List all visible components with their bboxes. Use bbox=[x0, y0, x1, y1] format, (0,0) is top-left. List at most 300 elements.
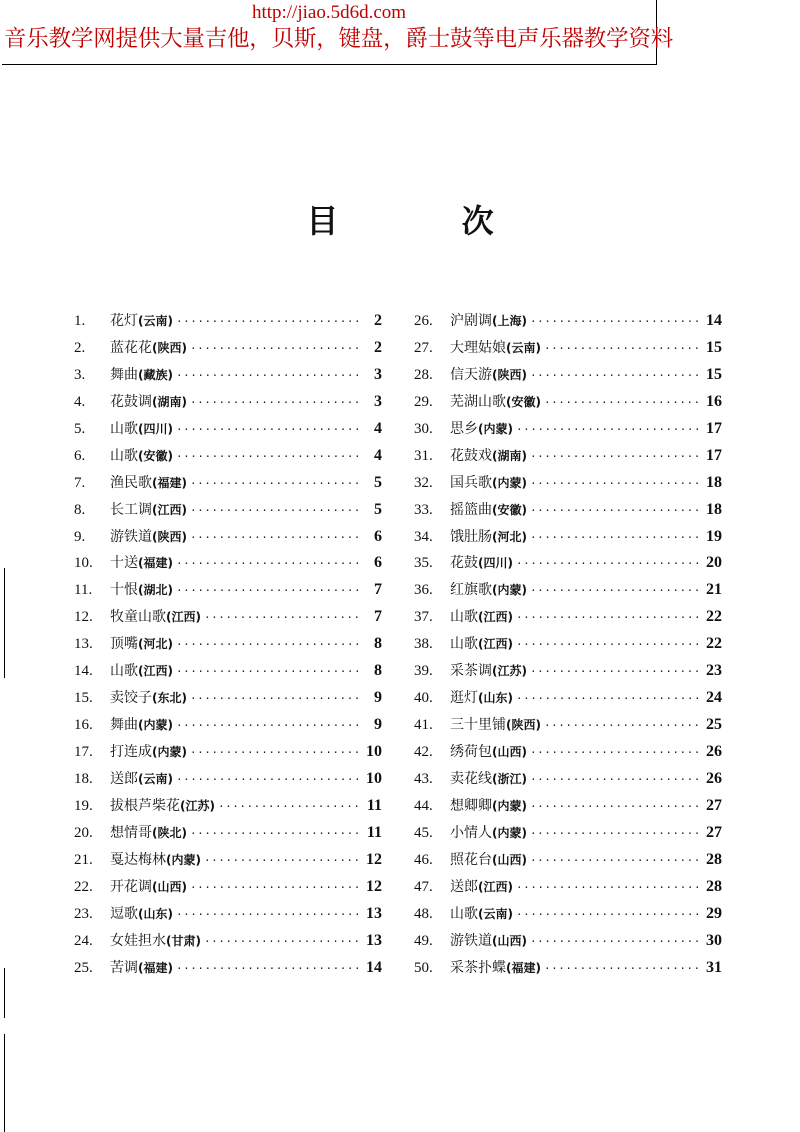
entry-page: 23 bbox=[706, 662, 722, 680]
leader-dots bbox=[176, 659, 361, 686]
entry-page: 16 bbox=[706, 392, 722, 410]
entry-title: 思乡 bbox=[450, 420, 478, 437]
toc-entry bbox=[414, 793, 722, 820]
entry-region: (陕西) bbox=[492, 367, 527, 382]
entry-title: 摇篮曲 bbox=[450, 501, 492, 518]
leader-dots bbox=[530, 821, 701, 848]
entry-title: 芜湖山歌 bbox=[450, 393, 506, 410]
entry-number: 15. bbox=[74, 690, 93, 707]
toc-entry bbox=[414, 955, 722, 982]
entry-region: (江西) bbox=[478, 879, 513, 894]
entry-region: (福建) bbox=[138, 960, 173, 975]
entry-page: 27 bbox=[706, 823, 722, 841]
leader-dots bbox=[516, 417, 701, 444]
entry-title: 想情哥 bbox=[110, 824, 152, 841]
entry-title: 三十里铺 bbox=[450, 717, 506, 734]
entry-title: 开花调 bbox=[110, 878, 152, 895]
leader-dots bbox=[516, 632, 701, 659]
entry-number: 16. bbox=[74, 717, 93, 734]
leader-dots bbox=[176, 902, 361, 929]
entry-title: 绣荷包 bbox=[450, 744, 492, 760]
entry-number: 11. bbox=[74, 582, 93, 599]
watermark-banner bbox=[2, 0, 674, 65]
leader-dots bbox=[516, 605, 701, 632]
entry-region: (云南) bbox=[138, 771, 173, 786]
entry-title: 游铁道 bbox=[450, 932, 492, 949]
entry-number: 24. bbox=[74, 932, 93, 949]
entry-title: 山歌 bbox=[450, 905, 478, 922]
entry-number: 31. bbox=[414, 447, 433, 464]
entry-number: 25. bbox=[74, 959, 93, 976]
entry-region: (内蒙) bbox=[166, 852, 201, 867]
leader-dots bbox=[530, 444, 701, 471]
leader-dots bbox=[530, 525, 701, 552]
entry-page: 15 bbox=[706, 338, 722, 356]
entry-region: (江苏) bbox=[180, 798, 215, 813]
leader-dots bbox=[530, 309, 701, 336]
entry-number: 42. bbox=[414, 744, 433, 760]
entry-page: 8 bbox=[374, 662, 382, 680]
entry-region: (湖南) bbox=[152, 394, 187, 409]
entry-region: (陕西) bbox=[152, 340, 187, 355]
entry-region: (内蒙) bbox=[492, 798, 527, 813]
entry-page: 2 bbox=[374, 312, 382, 329]
entry-page: 12 bbox=[366, 877, 382, 895]
entry-title: 花鼓 bbox=[450, 555, 478, 572]
toc-entry bbox=[74, 874, 382, 901]
toc-entry bbox=[414, 443, 722, 470]
entry-page: 6 bbox=[374, 554, 382, 572]
entry-title: 沪剧调 bbox=[450, 313, 492, 329]
toc-column-left bbox=[74, 308, 382, 981]
leader-dots bbox=[544, 956, 701, 983]
leader-dots bbox=[516, 686, 701, 713]
toc-column-right bbox=[414, 308, 722, 981]
entry-title: 小情人 bbox=[450, 824, 492, 841]
toc-entry bbox=[414, 524, 722, 551]
toc-entry bbox=[74, 901, 382, 928]
entry-number: 44. bbox=[414, 797, 433, 814]
entry-page: 5 bbox=[374, 500, 382, 518]
entry-region: (云南) bbox=[478, 906, 513, 921]
entry-page: 11 bbox=[366, 796, 382, 814]
entry-region: (浙江) bbox=[492, 771, 527, 786]
entry-title: 戛达梅林 bbox=[110, 851, 166, 868]
banner-text: 音乐教学网提供大量吉他，贝斯，键盘，爵士鼓等电声乐器教学资料 bbox=[4, 26, 674, 52]
leader-dots bbox=[190, 821, 361, 848]
leader-dots bbox=[544, 713, 701, 740]
banner-url: http://jiao.5d6d.com bbox=[251, 2, 407, 23]
leader-dots bbox=[176, 309, 361, 336]
entry-page: 26 bbox=[706, 769, 722, 787]
toc-entry bbox=[414, 685, 722, 712]
entry-region: (陕西) bbox=[506, 718, 541, 733]
entry-number: 37. bbox=[414, 609, 433, 626]
leader-dots bbox=[516, 551, 701, 578]
entry-title: 花鼓戏 bbox=[450, 447, 492, 464]
margin-line bbox=[4, 1034, 5, 1132]
leader-dots bbox=[190, 875, 361, 902]
entry-title: 苦调 bbox=[110, 959, 138, 976]
entry-page: 12 bbox=[366, 850, 382, 868]
entry-title: 卖花线 bbox=[450, 770, 492, 787]
entry-number: 49. bbox=[414, 932, 433, 949]
entry-title: 拔根芦柴花 bbox=[110, 797, 180, 814]
entry-page: 21 bbox=[706, 581, 722, 599]
entry-page: 17 bbox=[706, 446, 722, 464]
entry-page: 11 bbox=[366, 823, 382, 841]
leader-dots bbox=[190, 390, 361, 417]
toc-entry bbox=[414, 847, 722, 874]
entry-number: 6. bbox=[74, 447, 86, 464]
toc-entry bbox=[74, 793, 382, 820]
toc-entry bbox=[414, 820, 722, 847]
toc-entry bbox=[414, 874, 722, 901]
entry-page: 6 bbox=[374, 527, 382, 545]
entry-region: (江西) bbox=[166, 610, 201, 625]
entry-number: 18. bbox=[74, 770, 93, 787]
toc-entry bbox=[74, 685, 382, 712]
entry-number: 22. bbox=[74, 878, 93, 895]
entry-region: (湖南) bbox=[492, 448, 527, 463]
leader-dots bbox=[176, 417, 361, 444]
entry-region: (河北) bbox=[492, 529, 527, 544]
entry-number: 8. bbox=[74, 501, 86, 518]
leader-dots bbox=[530, 767, 701, 794]
toc-entry bbox=[414, 550, 722, 577]
toc-entry bbox=[414, 308, 722, 335]
toc-entry bbox=[74, 335, 382, 362]
entry-number: 7. bbox=[74, 474, 86, 491]
toc-entry bbox=[414, 712, 722, 739]
entry-number: 35. bbox=[414, 555, 433, 572]
toc-entry bbox=[74, 604, 382, 631]
entry-region: (山东) bbox=[138, 906, 173, 921]
toc-entry bbox=[414, 604, 722, 631]
entry-region: (江西) bbox=[478, 637, 513, 652]
leader-dots bbox=[176, 578, 361, 605]
entry-title: 逛灯 bbox=[450, 690, 478, 707]
entry-number: 32. bbox=[414, 474, 433, 491]
entry-region: (江苏) bbox=[492, 664, 527, 679]
leader-dots bbox=[176, 956, 361, 983]
entry-title: 顶嘴 bbox=[110, 636, 138, 653]
toc-entry bbox=[414, 928, 722, 955]
toc-entry bbox=[414, 470, 722, 497]
toc-entry bbox=[414, 416, 722, 443]
leader-dots bbox=[176, 767, 361, 794]
entry-title: 舞曲 bbox=[110, 717, 138, 734]
entry-title: 山歌 bbox=[110, 420, 138, 437]
entry-number: 34. bbox=[414, 528, 433, 545]
entry-page: 3 bbox=[374, 392, 382, 410]
entry-title: 山歌 bbox=[110, 663, 138, 680]
entry-region: (河北) bbox=[138, 637, 173, 652]
toc-entry bbox=[414, 739, 722, 766]
entry-title: 采茶调 bbox=[450, 663, 492, 680]
leader-dots bbox=[190, 740, 361, 767]
toc-entry bbox=[74, 362, 382, 389]
leader-dots bbox=[190, 336, 361, 363]
entry-region: (江西) bbox=[152, 502, 187, 517]
entry-title: 信天游 bbox=[450, 366, 492, 383]
entry-title: 山歌 bbox=[110, 447, 138, 464]
entry-region: (东北) bbox=[152, 691, 187, 706]
entry-page: 22 bbox=[706, 608, 722, 626]
entry-region: (四川) bbox=[138, 421, 173, 436]
entry-number: 47. bbox=[414, 878, 433, 895]
entry-region: (福建) bbox=[506, 960, 541, 975]
leader-dots bbox=[516, 902, 701, 929]
toc-entry bbox=[74, 928, 382, 955]
entry-region: (内蒙) bbox=[492, 475, 527, 490]
leader-dots bbox=[190, 525, 361, 552]
entry-title: 想卿卿 bbox=[450, 797, 492, 814]
leader-dots bbox=[530, 929, 701, 956]
entry-page: 28 bbox=[706, 877, 722, 895]
entry-number: 36. bbox=[414, 582, 433, 599]
leader-dots bbox=[530, 363, 701, 390]
toc-entry bbox=[74, 820, 382, 847]
entry-number: 4. bbox=[74, 393, 86, 410]
page-title: 目 次 bbox=[306, 202, 550, 240]
entry-region: (湖北) bbox=[138, 583, 173, 598]
leader-dots bbox=[530, 794, 701, 821]
entry-region: (山西) bbox=[152, 879, 187, 894]
entry-region: (内蒙) bbox=[152, 745, 187, 759]
toc-entry bbox=[74, 443, 382, 470]
entry-page: 13 bbox=[366, 904, 382, 922]
entry-number: 20. bbox=[74, 824, 93, 841]
toc-entry bbox=[414, 389, 722, 416]
entry-number: 45. bbox=[414, 824, 433, 841]
entry-page: 4 bbox=[374, 446, 382, 464]
entry-title: 饿肚肠 bbox=[450, 528, 492, 545]
entry-region: (内蒙) bbox=[478, 421, 513, 436]
toc-entry bbox=[74, 577, 382, 604]
entry-title: 红旗歌 bbox=[450, 582, 492, 599]
toc-entry bbox=[74, 658, 382, 685]
leader-dots bbox=[516, 875, 701, 902]
leader-dots bbox=[176, 632, 361, 659]
entry-page: 9 bbox=[374, 716, 382, 734]
toc-entry bbox=[74, 524, 382, 551]
entry-title: 女娃担水 bbox=[110, 932, 166, 949]
entry-page: 15 bbox=[706, 365, 722, 383]
toc-entry bbox=[414, 497, 722, 524]
entry-region: (内蒙) bbox=[492, 825, 527, 840]
entry-page: 2 bbox=[374, 338, 382, 356]
entry-number: 21. bbox=[74, 851, 93, 868]
entry-page: 7 bbox=[374, 581, 382, 599]
entry-number: 27. bbox=[414, 339, 433, 356]
entry-number: 13. bbox=[74, 636, 93, 653]
entry-number: 40. bbox=[414, 690, 433, 707]
toc-entry bbox=[74, 766, 382, 793]
entry-region: (安徽) bbox=[506, 394, 541, 409]
toc-entry bbox=[74, 389, 382, 416]
entry-region: (江西) bbox=[138, 664, 173, 679]
entry-number: 19. bbox=[74, 797, 93, 814]
entry-number: 1. bbox=[74, 313, 86, 329]
entry-title: 长工调 bbox=[110, 501, 152, 518]
entry-page: 29 bbox=[706, 904, 722, 922]
entry-number: 29. bbox=[414, 393, 433, 410]
leader-dots bbox=[204, 605, 361, 632]
toc-entry bbox=[414, 631, 722, 658]
entry-region: (福建) bbox=[138, 556, 173, 571]
leader-dots bbox=[218, 794, 361, 821]
leader-dots bbox=[190, 471, 361, 498]
entry-page: 26 bbox=[706, 743, 722, 760]
entry-page: 22 bbox=[706, 635, 722, 653]
entry-number: 30. bbox=[414, 420, 433, 437]
entry-page: 17 bbox=[706, 419, 722, 437]
margin-line bbox=[4, 968, 5, 1018]
leader-dots bbox=[530, 578, 701, 605]
entry-title: 牧童山歌 bbox=[110, 609, 166, 626]
entry-page: 14 bbox=[706, 312, 722, 329]
entry-page: 4 bbox=[374, 419, 382, 437]
entry-title: 采茶扑蝶 bbox=[450, 959, 506, 976]
entry-title: 逗歌 bbox=[110, 905, 138, 922]
entry-page: 9 bbox=[374, 689, 382, 707]
toc-entry bbox=[414, 577, 722, 604]
entry-number: 28. bbox=[414, 366, 433, 383]
entry-region: (内蒙) bbox=[138, 718, 173, 733]
toc-entry bbox=[74, 631, 382, 658]
toc-entry bbox=[74, 497, 382, 524]
entry-region: (四川) bbox=[478, 556, 513, 571]
leader-dots bbox=[530, 659, 701, 686]
entry-title: 蓝花花 bbox=[110, 339, 152, 356]
entry-region: (甘肃) bbox=[166, 933, 201, 948]
toc-entry bbox=[414, 362, 722, 389]
entry-title: 送郎 bbox=[450, 878, 478, 895]
entry-page: 5 bbox=[374, 473, 382, 491]
entry-region: (山西) bbox=[492, 745, 527, 759]
entry-region: (山西) bbox=[492, 933, 527, 948]
leader-dots bbox=[176, 444, 361, 471]
entry-page: 10 bbox=[366, 769, 382, 787]
leader-dots bbox=[176, 363, 361, 390]
entry-title: 照花台 bbox=[450, 851, 492, 868]
entry-number: 39. bbox=[414, 663, 433, 680]
entry-region: (内蒙) bbox=[492, 583, 527, 598]
toc-entry bbox=[74, 712, 382, 739]
entry-number: 38. bbox=[414, 636, 433, 653]
entry-page: 19 bbox=[706, 527, 722, 545]
entry-title: 渔民歌 bbox=[110, 474, 152, 491]
entry-region: (福建) bbox=[152, 475, 187, 490]
entry-page: 28 bbox=[706, 850, 722, 868]
entry-region: (陕西) bbox=[152, 529, 187, 544]
leader-dots bbox=[530, 740, 701, 767]
entry-number: 17. bbox=[74, 744, 93, 760]
entry-number: 26. bbox=[414, 313, 433, 329]
toc-entry bbox=[74, 416, 382, 443]
entry-page: 27 bbox=[706, 796, 722, 814]
entry-number: 33. bbox=[414, 501, 433, 518]
entry-page: 3 bbox=[374, 365, 382, 383]
entry-page: 24 bbox=[706, 689, 722, 707]
leader-dots bbox=[530, 498, 701, 525]
leader-dots bbox=[190, 686, 361, 713]
entry-title: 国兵歌 bbox=[450, 474, 492, 491]
entry-number: 3. bbox=[74, 366, 86, 383]
entry-region: (安徽) bbox=[492, 502, 527, 517]
leader-dots bbox=[544, 336, 701, 363]
entry-page: 31 bbox=[706, 958, 722, 976]
toc-entry bbox=[414, 658, 722, 685]
entry-region: (安徽) bbox=[138, 448, 173, 463]
entry-number: 12. bbox=[74, 609, 93, 626]
entry-page: 18 bbox=[706, 500, 722, 518]
toc-entry bbox=[74, 847, 382, 874]
entry-number: 14. bbox=[74, 663, 93, 680]
entry-title: 花鼓调 bbox=[110, 393, 152, 410]
entry-page: 25 bbox=[706, 716, 722, 734]
toc-entry bbox=[74, 550, 382, 577]
entry-number: 48. bbox=[414, 905, 433, 922]
entry-number: 46. bbox=[414, 851, 433, 868]
entry-title: 游铁道 bbox=[110, 528, 152, 545]
entry-number: 43. bbox=[414, 770, 433, 787]
entry-title: 舞曲 bbox=[110, 366, 138, 383]
leader-dots bbox=[204, 848, 361, 875]
entry-title: 十送 bbox=[110, 555, 138, 572]
toc-entry bbox=[414, 766, 722, 793]
leader-dots bbox=[176, 713, 361, 740]
entry-title: 十恨 bbox=[110, 582, 138, 599]
toc-entry bbox=[74, 739, 382, 766]
toc-entry bbox=[414, 901, 722, 928]
entry-region: (陕北) bbox=[152, 825, 187, 840]
toc-entry bbox=[74, 308, 382, 335]
entry-number: 41. bbox=[414, 717, 433, 734]
entry-page: 10 bbox=[366, 743, 382, 760]
leader-dots bbox=[530, 471, 701, 498]
entry-region: (江西) bbox=[478, 610, 513, 625]
entry-number: 5. bbox=[74, 420, 86, 437]
entry-number: 50. bbox=[414, 959, 433, 976]
entry-page: 13 bbox=[366, 931, 382, 949]
entry-region: (山东) bbox=[478, 691, 513, 706]
entry-title: 山歌 bbox=[450, 609, 478, 626]
entry-page: 7 bbox=[374, 608, 382, 626]
entry-page: 8 bbox=[374, 635, 382, 653]
entry-region: (云南) bbox=[138, 314, 173, 328]
toc-entry bbox=[414, 335, 722, 362]
entry-title: 花灯 bbox=[110, 313, 138, 329]
entry-number: 23. bbox=[74, 905, 93, 922]
entry-page: 14 bbox=[366, 958, 382, 976]
entry-page: 20 bbox=[706, 554, 722, 572]
entry-number: 10. bbox=[74, 555, 93, 572]
entry-title: 送郎 bbox=[110, 770, 138, 787]
leader-dots bbox=[190, 498, 361, 525]
entry-region: (上海) bbox=[492, 314, 527, 328]
toc-entry bbox=[74, 470, 382, 497]
entry-region: (山西) bbox=[492, 852, 527, 867]
entry-region: (藏族) bbox=[138, 367, 173, 382]
entry-number: 2. bbox=[74, 339, 86, 356]
leader-dots bbox=[204, 929, 361, 956]
entry-number: 9. bbox=[74, 528, 86, 545]
entry-page: 18 bbox=[706, 473, 722, 491]
entry-title: 打连成 bbox=[110, 744, 152, 760]
entry-title: 卖饺子 bbox=[110, 690, 152, 707]
